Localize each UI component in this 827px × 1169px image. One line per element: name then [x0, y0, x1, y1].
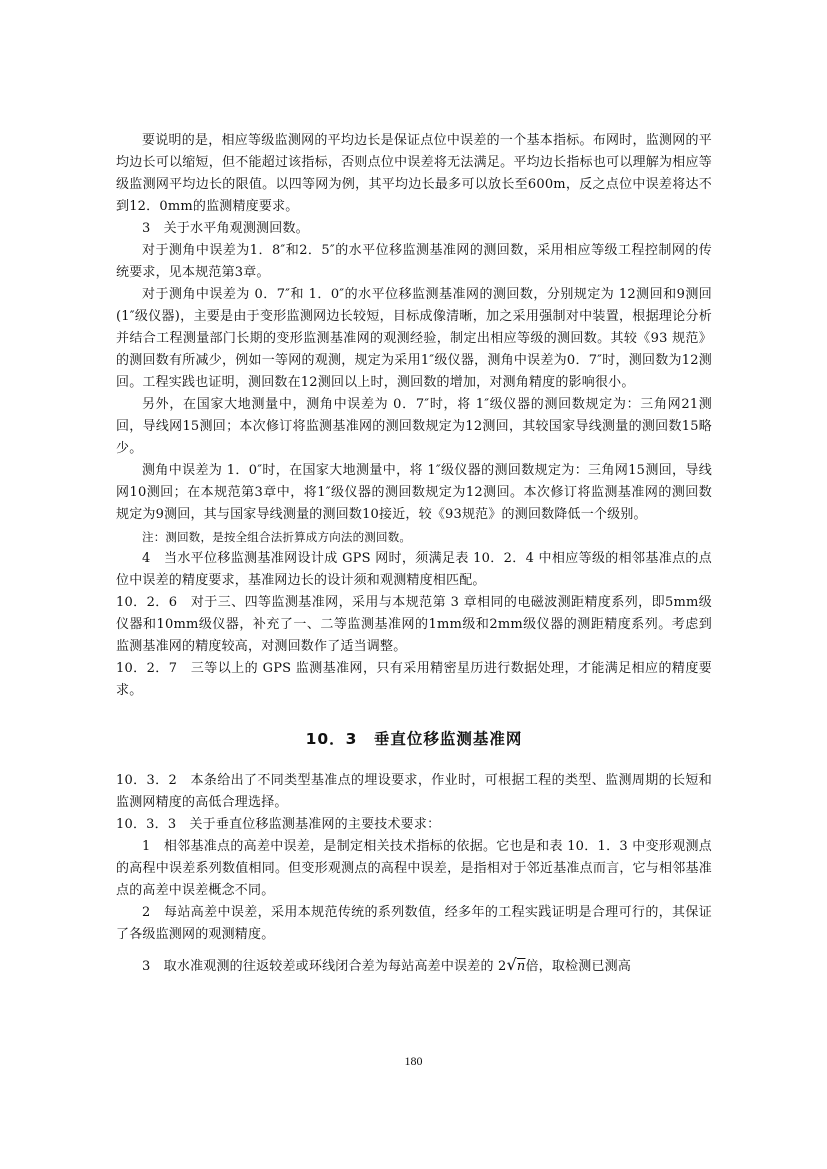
radical-sign: √ — [506, 955, 517, 974]
paragraph: 测角中误差为 1．0″时，在国家大地测量中，将 1″级仪器的测回数规定为：三角网15测回，导线网10测回；在本规范第3章中，将1″级仪器的测回数规定为12测回。本次修订将监测基准网的测回数规定为9测回，其与国家导线测量的测回数10接近，较《93规范》的测回数降低一个级别。 — [116, 463, 712, 522]
paragraph: 另外，在国家大地测量中，测角中误差为 0．7″时，将 1″级仪器的测回数规定为：三角网21测回，导线网15测回；本次修订将监测基准网的测回数规定为12测回，其较国家导线测量的测回数15略少。 — [116, 397, 712, 456]
note: 注：测回数，是按全组合法折算成方向法的测回数。 — [142, 530, 412, 544]
clause: 10．2．6 对于三、四等监测基准网，采用与本规范第 3 章相同的电磁波测距精度系列，即5mm级仪器和10mm级仪器，补充了一、二等监测基准网的1mm级和2mm级仪器的测距精度系列。考虑到监测基准网的精度较高，对测回数作了适当调整。 — [116, 595, 712, 654]
clause: 10．2．7 三等以上的 GPS 监测基准网，只有采用精密星历进行数据处理，才能满足相应的精度要求。 — [116, 661, 712, 698]
list-item: 2 每站高差中误差，采用本规范传统的系列数值，经多年的工程实践证明是合理可行的，其保证了各级监测网的观测精度。 — [116, 905, 712, 942]
paragraph: 对于测角中误差为1．8″和2．5″的水平位移监测基准网的测回数，采用相应等级工程控制网的传统要求，见本规范第3章。 — [116, 243, 712, 280]
page-number: 180 — [404, 1054, 423, 1068]
formula-lead-text: 3 取水准观测的往返较差或环线闭合差为每站高差中误差的 2 — [142, 959, 507, 974]
paragraph: 对于测角中误差为 0．7″和 1．0″的水平位移监测基准网的测回数，分别规定为 12测回和9测回(1″级仪器)，主要是由于变形监测网边长较短，目标成像清晰，加之采用强制对中装置，根据理论分析并结合工程测量部门长期的变形监测基准网的观测经验，制定出相应等级的测回数。其较《93 规范》的测回数有所减少，例如一等网的观测，规定为采用1″级仪器，测角中误差为0．7″时，测回数为12测回。工程实践也证明，测回数在12测回以上时，测回数的增加，对测角精度的影响很小。 — [116, 287, 712, 390]
section-heading: 10．3 垂直位移监测基准网 — [305, 730, 523, 748]
paragraph: 要说明的是，相应等级监测网的平均边长是保证点位中误差的一个基本指标。布网时，监测网的平均边长可以缩短，但不能超过该指标，否则点位中误差将无法满足。平均边长指标也可以理解为相应等级监测网平均边长的限值。以四等网为例，其平均边长最多可以放长至600m，反之点位中误差将达不到12．0mm的监测精度要求。 — [116, 133, 712, 214]
clause: 10．3．3 关于垂直位移监测基准网的主要技术要求： — [116, 817, 441, 832]
formula-variable: n — [516, 959, 526, 974]
sqrt-formula — [506, 955, 526, 974]
list-item: 3 关于水平角观测测回数。 — [142, 221, 309, 236]
formula-tail-text: 倍，取检测已测高 — [525, 959, 632, 974]
page-body — [116, 130, 712, 978]
list-item — [116, 954, 712, 978]
list-item: 4 当水平位移监测基准网设计成 GPS 网时，须满足表 10．2．4 中相应等级的相邻基准点的点位中误差的精度要求，基准网边长的设计须和观测精度相匹配。 — [116, 551, 712, 588]
clause: 10．3．2 本条给出了不同类型基准点的埋设要求，作业时，可根据工程的类型、监测周期的长短和监测网精度的高低合理选择。 — [116, 773, 712, 810]
list-item: 1 相邻基准点的高差中误差，是制定相关技术指标的依据。它也是和表 10．1．3 中变形观测点的高程中误差系列数值相同。但变形观测点的高程中误差，是指相对于邻近基准点而言，它与相邻基准点的高差中误差概念不同。 — [116, 839, 712, 898]
